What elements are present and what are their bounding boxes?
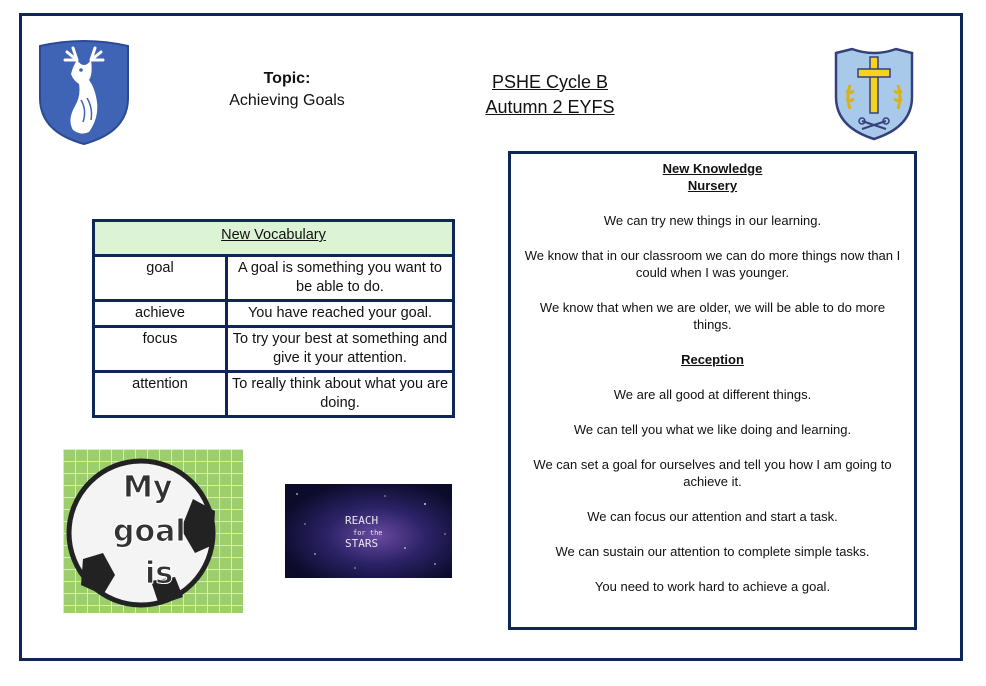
knowledge-item: We can tell you what we like doing and learning. [573, 422, 852, 437]
vocabulary-title: New Vocabulary [95, 222, 452, 254]
reception-heading: Reception [681, 352, 744, 367]
knowledge-item: We can try new things in our learning. [603, 213, 822, 228]
knowledge-title: New Knowledge [662, 161, 763, 176]
stag-crest-icon [37, 40, 131, 146]
topic-value: Achieving Goals [229, 92, 345, 109]
knowledge-item: We are all good at different things. [613, 387, 812, 402]
vocab-word: attention [95, 373, 225, 415]
knowledge-item: We can set a goal for ourselves and tell you how I am going to achieve it. [533, 457, 892, 489]
knowledge-panel [508, 151, 917, 630]
cross-crest-icon [832, 45, 916, 141]
vocab-definition: To really think about what you are doing. [228, 373, 452, 415]
topic-block [222, 70, 352, 110]
my-goal-football-image [63, 449, 243, 613]
goal-text-3: is [145, 556, 174, 591]
cycle-line-2: Autumn 2 EYFS [485, 97, 615, 117]
knowledge-item: We know that when we are older, we will be able to do more things. [539, 300, 886, 332]
knowledge-item: We know that in our classroom we can do more things now than I could when I was younger. [524, 248, 901, 280]
knowledge-item: You need to work hard to achieve a goal. [594, 579, 831, 594]
vocab-word: focus [95, 328, 225, 370]
vocab-word: achieve [95, 302, 225, 325]
vocab-definition: A goal is something you want to be able to do. [228, 257, 452, 299]
vocab-word: goal [95, 257, 225, 299]
goal-text-1: My [123, 470, 173, 505]
goal-text-2: goal [113, 514, 186, 549]
cycle-line-1: PSHE Cycle B [491, 72, 609, 92]
vocab-definition: You have reached your goal. [228, 302, 452, 325]
table-row [95, 302, 452, 325]
table-row [95, 373, 452, 415]
cycle-title [470, 70, 630, 120]
topic-label: Topic: [263, 70, 311, 87]
stars-text-1: REACH [345, 514, 379, 527]
reach-for-the-stars-image [285, 484, 452, 578]
stars-text-2: for the [353, 529, 383, 537]
vocabulary-table [92, 219, 455, 418]
nursery-heading: Nursery [687, 178, 738, 193]
vocab-definition: To try your best at something and give it your attention. [228, 328, 452, 370]
knowledge-item: We can focus our attention and start a task. [587, 509, 838, 524]
knowledge-item: We can sustain our attention to complete simple tasks. [555, 544, 870, 559]
table-row [95, 328, 452, 370]
table-row [95, 257, 452, 299]
stars-text-3: STARS [345, 537, 379, 550]
